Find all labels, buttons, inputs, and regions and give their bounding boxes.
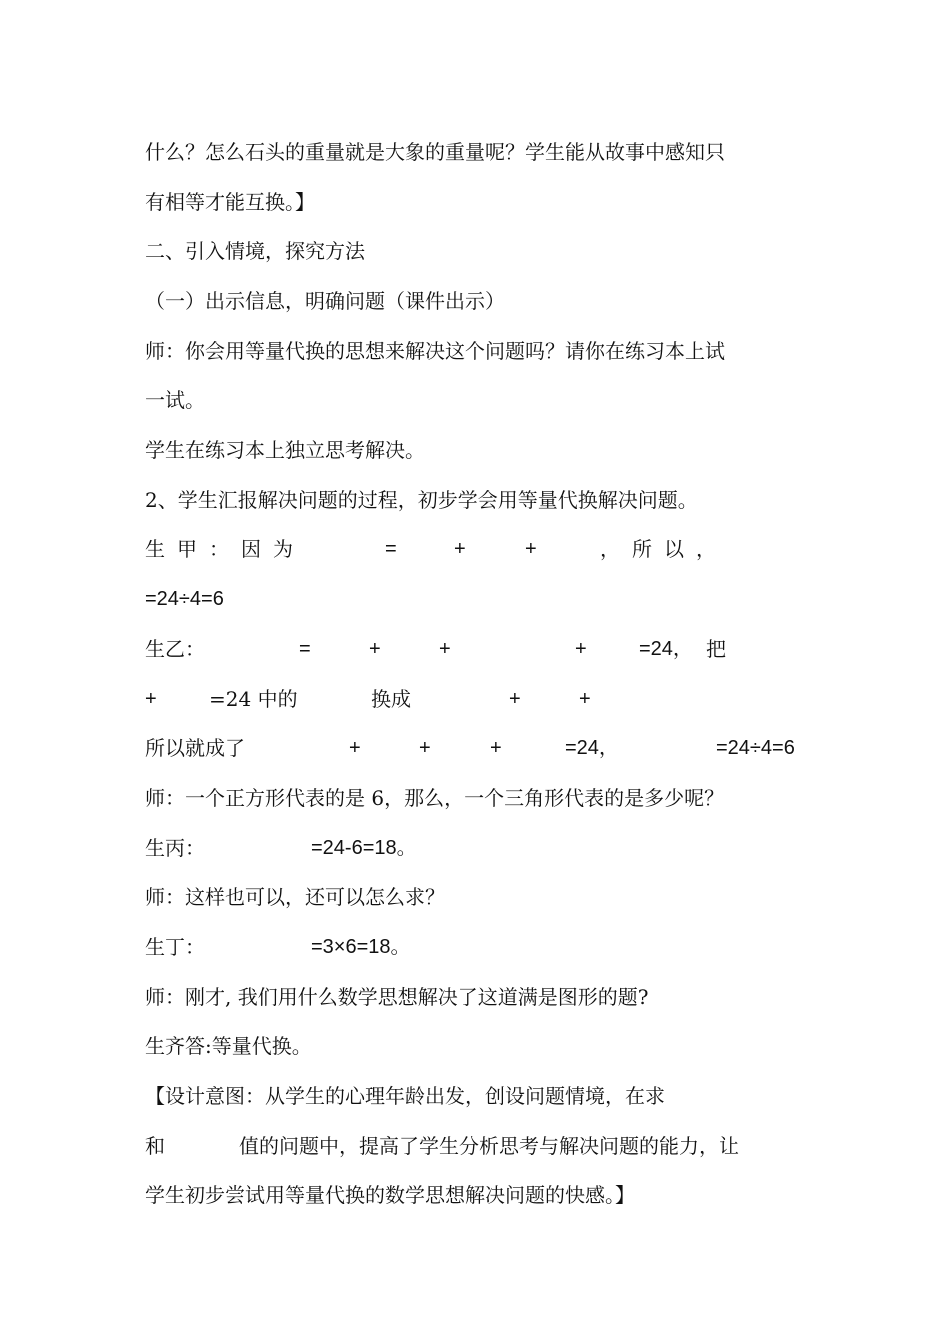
equals-sign: =	[299, 638, 311, 660]
conclusion-text: 所以就成了	[145, 736, 245, 760]
plus-sign: +	[525, 538, 537, 560]
equation-result: =3×6=18。	[311, 936, 411, 958]
plus-sign: +	[349, 737, 361, 759]
paragraph-line-1: 什么？怎么石头的重量就是大象的重量呢？学生能从故事中感知只	[145, 140, 725, 164]
equation-result: =24，	[639, 638, 693, 660]
design-intent-line-2	[145, 1131, 845, 1161]
teacher-question-line-1: 师：你会用等量代换的思想来解决这个问题吗？请你在练习本上试	[145, 339, 725, 363]
plus-sign: +	[509, 688, 521, 710]
subsection-heading: （一）出示信息，明确问题（课件出示）	[145, 289, 505, 313]
student-jia-line	[145, 534, 845, 564]
student-bing-line	[145, 833, 845, 863]
student-jia-label: 生甲：因为	[145, 537, 305, 561]
student-instruction: 学生在练习本上独立思考解决。	[145, 438, 425, 462]
section-heading: 二、引入情境，探究方法	[145, 239, 365, 263]
plus-sign: +	[579, 688, 591, 710]
plus-sign: +	[419, 737, 431, 759]
design-intent-line-3: 学生初步尝试用等量代换的数学思想解决问题的快感。】	[145, 1183, 635, 1207]
student-jia-result: =24÷4=6	[145, 588, 224, 610]
teacher-question: 师：一个正方形代表的是 6，那么，一个三角形代表的是多少呢？	[145, 786, 725, 810]
equals-sign: =	[385, 538, 397, 560]
plus-sign: +	[454, 538, 466, 560]
student-ding-line	[145, 932, 845, 962]
ba-text: 把	[706, 637, 726, 661]
student-yi-line-1	[145, 634, 845, 664]
teacher-question-line-2: 一试。	[145, 388, 205, 412]
design-intent-text: 值的问题中，提高了学生分析思考与解决问题的能力，让	[239, 1134, 739, 1158]
student-bing-label: 生丙：	[145, 836, 205, 860]
plus-sign: +	[575, 638, 587, 660]
student-yi-line-2	[145, 684, 845, 714]
student-yi-line-3	[145, 733, 845, 763]
teacher-question: 师：这样也可以，还可以怎么求？	[145, 885, 445, 909]
plus-sign: +	[145, 688, 157, 710]
conjunction-text: ，所以，	[600, 537, 728, 561]
equation-result: =24÷4=6	[716, 737, 795, 759]
step-2-heading: 2、学生汇报解决问题的过程，初步学会用等量代换解决问题。	[145, 488, 698, 512]
design-intent-line-1: 【设计意图：从学生的心理年龄出发，创设问题情境，在求	[145, 1084, 665, 1108]
plus-sign: +	[439, 638, 451, 660]
equation-text: =24 中的	[209, 687, 298, 711]
plus-sign: +	[490, 737, 502, 759]
design-intent-he: 和	[145, 1134, 165, 1158]
teacher-question: 师：刚才, 我们用什么数学思想解决了这道满是图形的题?	[145, 985, 649, 1009]
replace-text: 换成	[371, 687, 411, 711]
plus-sign: +	[369, 638, 381, 660]
student-ding-label: 生丁：	[145, 935, 205, 959]
equation-result: =24，	[565, 737, 619, 759]
student-yi-label: 生乙：	[145, 637, 205, 661]
equation-result: =24-6=18。	[311, 837, 417, 859]
paragraph-line-2: 有相等才能互换。】	[145, 190, 315, 214]
class-answer: 生齐答:等量代换。	[145, 1034, 312, 1058]
